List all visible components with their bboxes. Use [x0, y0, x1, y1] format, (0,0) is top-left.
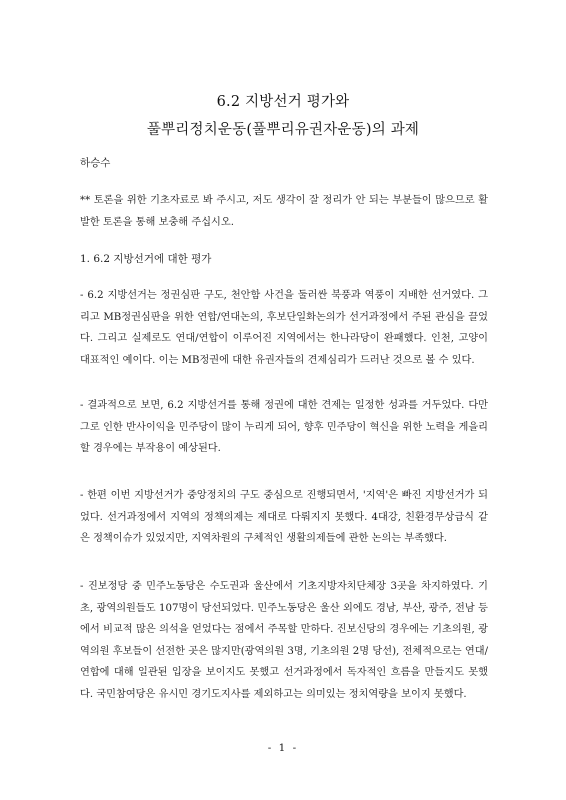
paragraph-4: - 진보정당 중 민주노동당은 수도권과 울산에서 기초지방자치단체장 3곳을 차지하였다. 기초, 광역의원들도 107명이 당선되었다. 민주노동당은 울산 외에도 경남, 부산, 광주, 전남 등에서 비교적 많은 의석을 얻었다는 점에서 주목할 만하다. 진보신당의 경우에는 기초의원, 광역의원 후보들이 선전한 곳은 많지만(광역의원 3명, 기초의원 2명 당선), 전체적으로는 연대/연합에 대해 일관된 입장을 보이지도 못했고 선거과정에서 독자적인 흐름을 만들지도 못했다. 국민참여당은 유시민 경기도지사를 제외하고는 의미있는 정치역량을 보이지 못했다. — [80, 581, 488, 700]
paragraph-1: - 6.2 지방선거는 정권심판 구도, 천안함 사건을 둘러싼 북풍과 역풍이 지배한 선거였다. 그리고 MB정권심판을 위한 연합/연대논의, 후보단일화논의가 선거과정에서 주된 관심을 끌었다. 그리고 실제로도 연대/연합이 이루어진 지역에서는 한나라당이 완패했다. 인천, 고양이 대표적인 예이다. 이는 MB정권에 대한 유권자들의 견제심리가 드러난 것으로 볼 수 있다. — [80, 290, 488, 366]
reader-note: ** 토론을 위한 기초자료로 봐 주시고, 저도 생각이 잘 정리가 안 되는 부분들이 많으므로 활발한 토론을 통해 보충해 주십시오. — [80, 195, 488, 228]
paragraph-3: - 한편 이번 지방선거가 중앙정치의 구도 중심으로 진행되면서, '지역'은 빠진 지방선거가 되었다. 선거과정에서 지역의 정책의제는 제대로 다뤄지지 못했다. 4대강, 친환경무상급식 같은 정책이슈가 있었지만, 지역차원의 구체적인 생활의제들에 관한 논의는 부족했다. — [80, 490, 488, 544]
section-heading: 1. 6.2 지방선거에 대한 평가 — [80, 253, 212, 265]
paragraph-2: - 결과적으로 보면, 6.2 지방선거를 통해 정권에 대한 견제는 일정한 성과를 거두었다. 다만 그로 인한 반사이익을 민주당이 많이 누리게 되어, 향후 민주당이 혁신을 위한 노력을 게을리할 경우에는 부작용이 예상된다. — [80, 400, 488, 454]
page-number: - 1 - — [267, 742, 299, 754]
document-title-line-2: 풀뿌리정치운동(풀뿌리유권자운동)의 과제 — [146, 122, 420, 138]
author-name: 하승수 — [80, 157, 111, 169]
document-title-line-1: 6.2 지방선거 평가와 — [216, 94, 350, 110]
